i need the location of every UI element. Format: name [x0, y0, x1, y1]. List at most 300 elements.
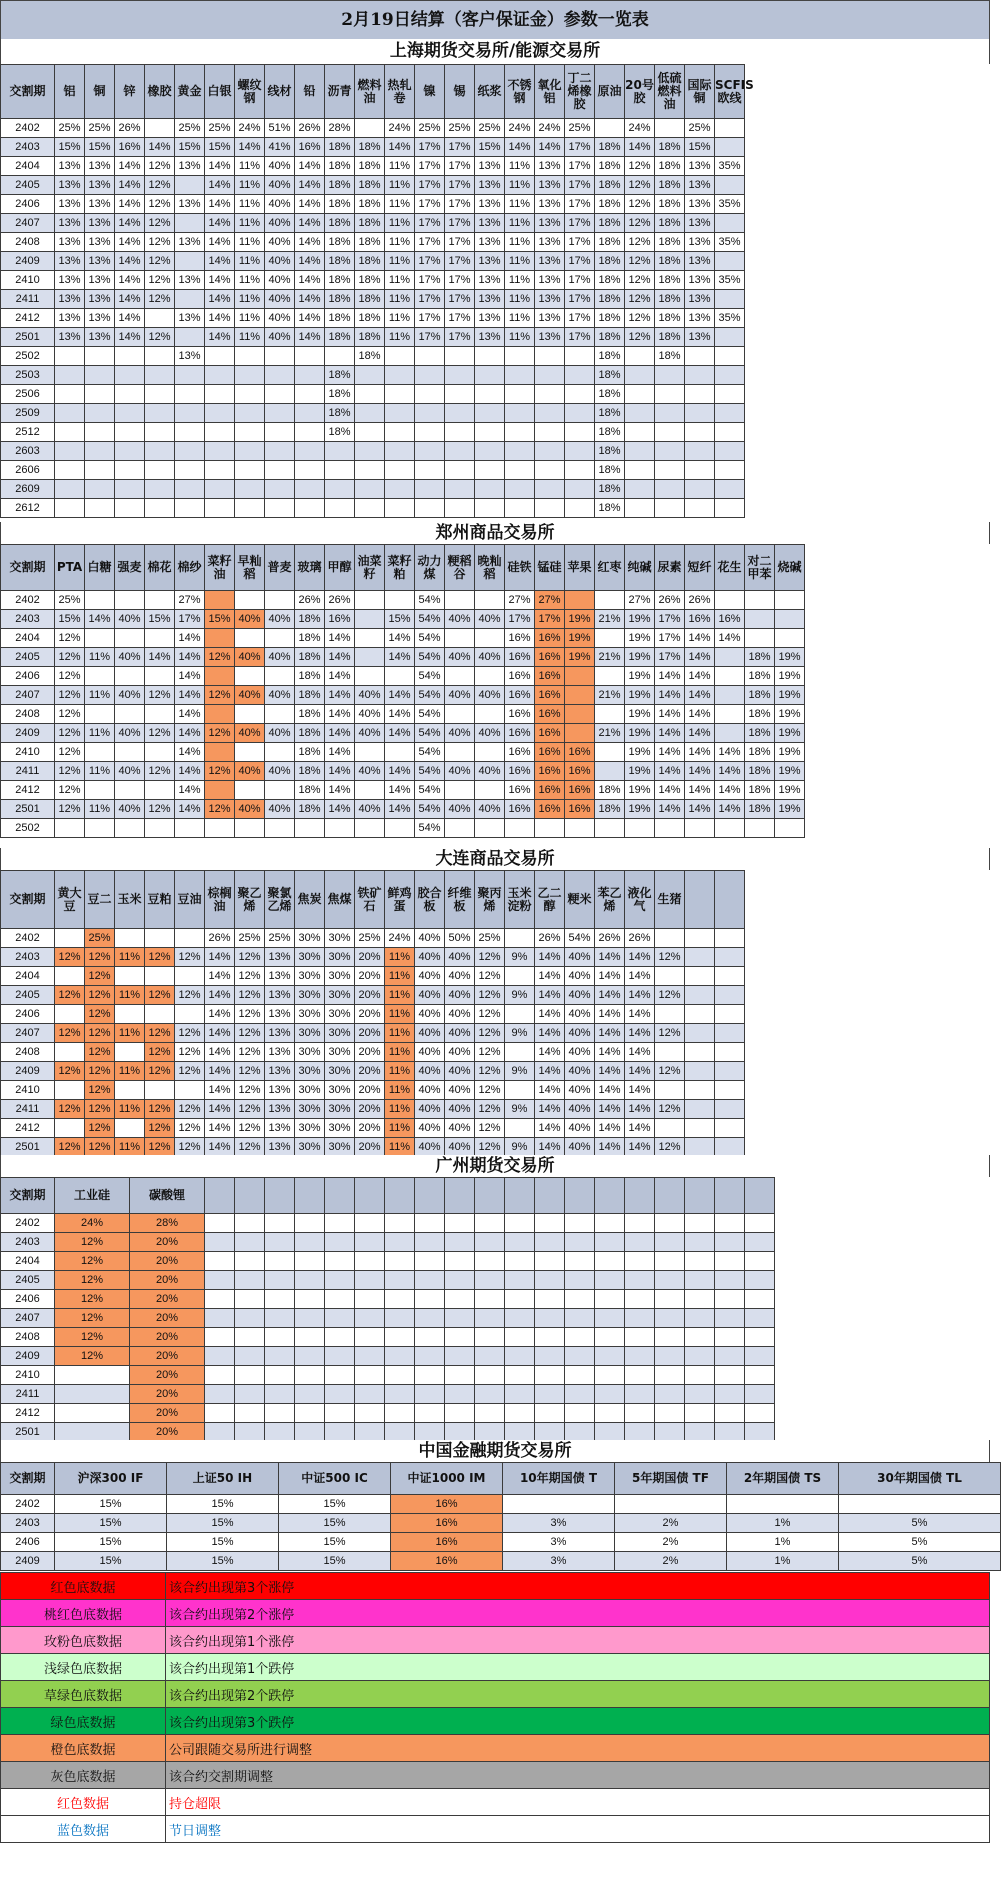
dce-rate-cell — [115, 1119, 145, 1138]
gfex-empty-cell — [595, 1214, 625, 1233]
czce-rate-cell: 40% — [265, 762, 295, 781]
dce-rate-cell — [715, 1024, 745, 1043]
dce-rate-cell: 50% — [445, 929, 475, 948]
gfex-empty-cell — [295, 1309, 325, 1328]
dce-rate-cell — [505, 1119, 535, 1138]
dce-section-title: 大连商品交易所 — [0, 848, 990, 870]
dce-rate-cell: 11% — [385, 1138, 415, 1157]
czce-rate-cell: 14% — [685, 686, 715, 705]
shfe-rate-cell: 17% — [415, 195, 445, 214]
czce-rate-cell: 18% — [745, 667, 775, 686]
shfe-rate-cell — [685, 366, 715, 385]
shfe-rate-cell: 13% — [85, 328, 115, 347]
shfe-rate-cell — [205, 461, 235, 480]
shfe-rate-cell: 14% — [115, 157, 145, 176]
shfe-rate-cell — [715, 480, 745, 499]
cffex-rate-cell: 2% — [615, 1552, 727, 1571]
shfe-rate-cell — [445, 385, 475, 404]
shfe-rate-cell: 17% — [415, 252, 445, 271]
cffex-header-2: 中证500 IC — [279, 1463, 391, 1495]
shfe-rate-cell — [115, 480, 145, 499]
shfe-rate-cell: 18% — [325, 138, 355, 157]
czce-rate-cell: 14% — [715, 762, 745, 781]
shfe-rate-cell: 11% — [385, 290, 415, 309]
cffex-section-title: 中国金融期货交易所 — [0, 1440, 990, 1462]
gfex-empty-cell — [505, 1423, 535, 1442]
gfex-empty-cell — [385, 1214, 415, 1233]
gfex-empty-cell — [445, 1271, 475, 1290]
dce-rate-cell: 12% — [475, 1119, 505, 1138]
dce-rate-cell: 12% — [85, 1005, 115, 1024]
shfe-rate-cell: 12% — [145, 233, 175, 252]
page-title: 2月19日结算（客户保证金）参数一览表 — [0, 0, 990, 40]
shfe-rate-cell — [625, 461, 655, 480]
dce-rate-cell: 11% — [385, 967, 415, 986]
gfex-empty-cell — [235, 1290, 265, 1309]
czce-rate-cell: 54% — [415, 610, 445, 629]
gfex-empty-cell — [385, 1404, 415, 1423]
dce-rate-cell: 11% — [115, 1062, 145, 1081]
dce-rate-cell: 40% — [565, 1062, 595, 1081]
shfe-rate-cell — [145, 347, 175, 366]
dce-rate-cell: 20% — [355, 1119, 385, 1138]
shfe-rate-cell — [295, 423, 325, 442]
dce-rate-cell — [55, 929, 85, 948]
czce-rate-cell — [235, 743, 265, 762]
shfe-rate-cell — [145, 480, 175, 499]
cffex-rate-cell: 15% — [279, 1495, 391, 1514]
dce-header-18: 苯乙烯 — [595, 871, 625, 929]
shfe-table-row — [1, 499, 745, 518]
czce-rate-cell — [205, 667, 235, 686]
czce-rate-cell: 14% — [85, 610, 115, 629]
czce-rate-cell — [775, 610, 805, 629]
shfe-rate-cell: 35% — [715, 195, 745, 214]
gfex-period-cell: 2406 — [1, 1290, 55, 1309]
shfe-rate-cell: 13% — [55, 157, 85, 176]
gfex-empty-cell — [295, 1347, 325, 1366]
czce-rate-cell: 16% — [505, 724, 535, 743]
czce-rate-cell: 19% — [625, 724, 655, 743]
dce-rate-cell: 14% — [205, 967, 235, 986]
gfex-empty-cell — [715, 1271, 745, 1290]
shfe-header-14: 纸浆 — [475, 65, 505, 119]
shfe-rate-cell: 13% — [535, 290, 565, 309]
czce-rate-cell — [445, 705, 475, 724]
dce-header-9: 焦煤 — [325, 871, 355, 929]
gfex-header-empty — [415, 1178, 445, 1214]
czce-period-cell: 2403 — [1, 610, 55, 629]
czce-rate-cell: 19% — [775, 724, 805, 743]
gfex-empty-cell — [355, 1271, 385, 1290]
shfe-rate-cell: 14% — [115, 328, 145, 347]
czce-rate-cell — [355, 591, 385, 610]
shfe-rate-cell: 13% — [475, 157, 505, 176]
shfe-rate-cell — [85, 442, 115, 461]
legend-description: 该合约出现第1个跌停 — [166, 1654, 990, 1681]
dce-table-row — [1, 1100, 745, 1119]
dce-rate-cell: 40% — [565, 1024, 595, 1043]
czce-rate-cell: 40% — [445, 762, 475, 781]
czce-rate-cell: 40% — [265, 610, 295, 629]
dce-period-cell: 2406 — [1, 1005, 55, 1024]
dce-rate-cell: 13% — [265, 1043, 295, 1062]
gfex-empty-cell — [445, 1214, 475, 1233]
shfe-rate-cell — [205, 366, 235, 385]
dce-rate-cell: 14% — [625, 1024, 655, 1043]
shfe-rate-cell: 25% — [685, 119, 715, 138]
czce-rate-cell: 14% — [325, 686, 355, 705]
czce-rate-cell: 54% — [415, 705, 445, 724]
legend-table — [0, 1572, 990, 1843]
gfex-header-empty — [535, 1178, 565, 1214]
legend-description: 该合约出现第2个涨停 — [166, 1600, 990, 1627]
shfe-rate-cell: 12% — [625, 252, 655, 271]
czce-rate-cell: 16% — [715, 610, 745, 629]
shfe-rate-cell: 13% — [685, 233, 715, 252]
czce-rate-cell: 40% — [475, 648, 505, 667]
gfex-empty-cell — [475, 1214, 505, 1233]
shfe-rate-cell: 17% — [415, 176, 445, 195]
shfe-rate-cell: 14% — [115, 290, 145, 309]
shfe-rate-cell — [475, 347, 505, 366]
czce-rate-cell — [115, 743, 145, 762]
shfe-rate-cell: 15% — [55, 138, 85, 157]
shfe-rate-cell: 17% — [415, 290, 445, 309]
gfex-empty-cell — [655, 1366, 685, 1385]
dce-header-5: 棕榈油 — [205, 871, 235, 929]
czce-period-cell: 2411 — [1, 762, 55, 781]
dce-header-13: 纤维板 — [445, 871, 475, 929]
czce-header-period: 交割期 — [1, 545, 55, 591]
shfe-rate-cell — [625, 423, 655, 442]
gfex-empty-cell — [355, 1214, 385, 1233]
gfex-section-title: 广州期货交易所 — [0, 1155, 990, 1177]
dce-rate-cell: 12% — [85, 1081, 115, 1100]
dce-rate-cell: 12% — [475, 1138, 505, 1157]
dce-rate-cell — [145, 929, 175, 948]
dce-rate-cell: 9% — [505, 948, 535, 967]
shfe-rate-cell — [715, 119, 745, 138]
czce-header-18: 红枣 — [595, 545, 625, 591]
shfe-rate-cell — [475, 442, 505, 461]
gfex-empty-cell — [685, 1214, 715, 1233]
czce-rate-cell — [385, 743, 415, 762]
gfex-empty-cell — [505, 1347, 535, 1366]
shfe-period-cell: 2503 — [1, 366, 55, 385]
shfe-table-row — [1, 404, 745, 423]
dce-rate-cell: 11% — [385, 1100, 415, 1119]
shfe-rate-cell — [175, 385, 205, 404]
shfe-rate-cell: 18% — [655, 157, 685, 176]
legend-label: 灰色底数据 — [1, 1762, 166, 1789]
czce-rate-cell: 19% — [775, 781, 805, 800]
czce-rate-cell: 14% — [175, 724, 205, 743]
shfe-rate-cell — [685, 404, 715, 423]
dce-rate-cell: 40% — [445, 967, 475, 986]
legend-description: 该合约出现第1个涨停 — [166, 1627, 990, 1654]
gfex-header-empty — [325, 1178, 355, 1214]
czce-rate-cell: 17% — [655, 629, 685, 648]
gfex-empty-cell — [415, 1214, 445, 1233]
czce-rate-cell: 12% — [205, 800, 235, 819]
czce-rate-cell: 11% — [85, 762, 115, 781]
cffex-rate-cell: 15% — [167, 1514, 279, 1533]
czce-table-row — [1, 610, 805, 629]
czce-rate-cell: 14% — [175, 781, 205, 800]
dce-rate-cell — [175, 1081, 205, 1100]
shfe-rate-cell: 18% — [655, 176, 685, 195]
gfex-empty-cell — [685, 1328, 715, 1347]
dce-rate-cell — [715, 1062, 745, 1081]
shfe-rate-cell: 11% — [385, 328, 415, 347]
dce-rate-cell: 14% — [535, 948, 565, 967]
gfex-empty-cell — [655, 1328, 685, 1347]
gfex-period-cell: 2404 — [1, 1252, 55, 1271]
czce-rate-cell: 19% — [625, 629, 655, 648]
cffex-period-cell: 2403 — [1, 1514, 55, 1533]
gfex-empty-cell — [415, 1233, 445, 1252]
dce-rate-cell: 20% — [355, 1138, 385, 1157]
dce-rate-cell: 13% — [265, 948, 295, 967]
czce-rate-cell — [565, 724, 595, 743]
dce-rate-cell — [505, 1005, 535, 1024]
legend-row — [1, 1573, 990, 1600]
shfe-rate-cell — [355, 461, 385, 480]
shfe-rate-cell — [445, 366, 475, 385]
shfe-rate-cell: 18% — [595, 195, 625, 214]
gfex-empty-cell — [535, 1290, 565, 1309]
shfe-period-cell: 2407 — [1, 214, 55, 233]
shfe-rate-cell: 25% — [85, 119, 115, 138]
dce-header-22 — [715, 871, 745, 929]
shfe-rate-cell — [535, 461, 565, 480]
shfe-header-11: 热轧卷 — [385, 65, 415, 119]
dce-header-7: 聚氯乙烯 — [265, 871, 295, 929]
shfe-rate-cell: 13% — [55, 195, 85, 214]
gfex-empty-cell — [205, 1347, 235, 1366]
dce-rate-cell: 30% — [295, 1100, 325, 1119]
czce-rate-cell: 40% — [475, 800, 505, 819]
czce-table-row — [1, 819, 805, 838]
dce-rate-cell — [685, 986, 715, 1005]
dce-rate-cell: 26% — [205, 929, 235, 948]
gfex-empty-cell — [325, 1233, 355, 1252]
czce-rate-cell — [85, 819, 115, 838]
gfex-empty-cell — [205, 1271, 235, 1290]
dce-rate-cell: 13% — [265, 1005, 295, 1024]
shfe-rate-cell: 14% — [205, 176, 235, 195]
shfe-rate-cell — [145, 404, 175, 423]
czce-rate-cell: 21% — [595, 724, 625, 743]
czce-header-1: 白糖 — [85, 545, 115, 591]
dce-header-0: 黄大豆 — [55, 871, 85, 929]
shfe-rate-cell — [445, 442, 475, 461]
gfex-empty-cell — [505, 1366, 535, 1385]
gfex-period-cell: 2501 — [1, 1423, 55, 1442]
shfe-rate-cell — [235, 499, 265, 518]
shfe-rate-cell: 18% — [595, 290, 625, 309]
shfe-rate-cell: 17% — [565, 252, 595, 271]
czce-rate-cell: 27% — [625, 591, 655, 610]
czce-rate-cell — [445, 743, 475, 762]
shfe-rate-cell: 11% — [235, 195, 265, 214]
czce-rate-cell: 14% — [175, 705, 205, 724]
shfe-rate-cell: 18% — [355, 214, 385, 233]
shfe-rate-cell: 13% — [55, 233, 85, 252]
shfe-rate-cell: 40% — [265, 271, 295, 290]
gfex-empty-cell — [745, 1404, 775, 1423]
dce-rate-cell: 14% — [535, 1043, 565, 1062]
shfe-rate-cell — [385, 480, 415, 499]
shfe-rate-cell — [475, 480, 505, 499]
czce-header-7: 普麦 — [265, 545, 295, 591]
shfe-rate-cell: 11% — [235, 233, 265, 252]
shfe-rate-cell — [235, 366, 265, 385]
czce-rate-cell: 14% — [325, 705, 355, 724]
cffex-table-row — [1, 1514, 1001, 1533]
shfe-rate-cell: 40% — [265, 252, 295, 271]
dce-rate-cell — [55, 1119, 85, 1138]
shfe-rate-cell — [565, 423, 595, 442]
cffex-header-6: 2年期国债 TS — [727, 1463, 839, 1495]
dce-rate-cell: 30% — [295, 1005, 325, 1024]
dce-rate-cell: 40% — [445, 1005, 475, 1024]
czce-rate-cell: 11% — [85, 648, 115, 667]
cffex-rate-cell — [503, 1495, 615, 1514]
gfex-empty-cell — [595, 1404, 625, 1423]
gfex-rate-cell: 12% — [55, 1328, 130, 1347]
shfe-rate-cell: 18% — [325, 290, 355, 309]
czce-rate-cell — [235, 819, 265, 838]
shfe-period-cell: 2410 — [1, 271, 55, 290]
czce-rate-cell: 14% — [175, 800, 205, 819]
dce-header-3: 豆粕 — [145, 871, 175, 929]
dce-header-19: 液化气 — [625, 871, 655, 929]
gfex-empty-cell — [265, 1385, 295, 1404]
gfex-empty-cell — [595, 1385, 625, 1404]
gfex-empty-cell — [535, 1347, 565, 1366]
dce-rate-cell — [715, 1119, 745, 1138]
gfex-empty-cell — [685, 1404, 715, 1423]
gfex-rate-cell — [55, 1423, 130, 1442]
shfe-rate-cell — [415, 423, 445, 442]
shfe-rate-cell: 17% — [445, 233, 475, 252]
czce-rate-cell — [715, 705, 745, 724]
dce-rate-cell — [55, 1005, 85, 1024]
dce-rate-cell: 14% — [535, 1081, 565, 1100]
czce-rate-cell: 40% — [235, 800, 265, 819]
gfex-empty-cell — [535, 1385, 565, 1404]
czce-rate-cell: 17% — [175, 610, 205, 629]
shfe-rate-cell — [655, 423, 685, 442]
dce-rate-cell: 30% — [325, 1100, 355, 1119]
shfe-rate-cell: 13% — [55, 328, 85, 347]
czce-rate-cell: 14% — [385, 781, 415, 800]
dce-rate-cell: 12% — [475, 967, 505, 986]
gfex-empty-cell — [295, 1271, 325, 1290]
czce-rate-cell: 14% — [325, 800, 355, 819]
shfe-table-row — [1, 214, 745, 233]
shfe-rate-cell — [55, 461, 85, 480]
gfex-rate-cell: 20% — [130, 1233, 205, 1252]
dce-rate-cell: 11% — [385, 1043, 415, 1062]
shfe-rate-cell — [325, 442, 355, 461]
dce-header-8: 焦炭 — [295, 871, 325, 929]
dce-rate-cell: 40% — [415, 929, 445, 948]
shfe-rate-cell: 13% — [55, 271, 85, 290]
gfex-empty-cell — [595, 1366, 625, 1385]
dce-rate-cell: 30% — [325, 1119, 355, 1138]
dce-rate-cell: 20% — [355, 1024, 385, 1043]
shfe-rate-cell: 11% — [505, 157, 535, 176]
shfe-rate-cell: 18% — [325, 404, 355, 423]
legend-row — [1, 1708, 990, 1735]
dce-period-cell: 2407 — [1, 1024, 55, 1043]
gfex-header-empty — [715, 1178, 745, 1214]
dce-rate-cell — [715, 1138, 745, 1157]
dce-rate-cell — [115, 1005, 145, 1024]
shfe-rate-cell: 17% — [445, 157, 475, 176]
gfex-empty-cell — [205, 1385, 235, 1404]
gfex-empty-cell — [325, 1252, 355, 1271]
shfe-rate-cell — [295, 461, 325, 480]
shfe-rate-cell: 12% — [145, 214, 175, 233]
cffex-rate-cell — [727, 1495, 839, 1514]
gfex-empty-cell — [715, 1385, 745, 1404]
gfex-header-empty — [235, 1178, 265, 1214]
dce-rate-cell — [685, 1119, 715, 1138]
gfex-period-cell: 2403 — [1, 1233, 55, 1252]
czce-rate-cell: 18% — [295, 800, 325, 819]
gfex-empty-cell — [235, 1271, 265, 1290]
czce-rate-cell — [385, 591, 415, 610]
shfe-rate-cell: 18% — [595, 271, 625, 290]
czce-rate-cell: 27% — [535, 591, 565, 610]
gfex-period-cell: 2412 — [1, 1404, 55, 1423]
czce-rate-cell: 12% — [205, 648, 235, 667]
gfex-empty-cell — [445, 1366, 475, 1385]
dce-rate-cell: 11% — [115, 948, 145, 967]
shfe-rate-cell: 18% — [355, 290, 385, 309]
legend-row — [1, 1735, 990, 1762]
czce-rate-cell — [595, 743, 625, 762]
czce-rate-cell: 16% — [565, 762, 595, 781]
gfex-empty-cell — [565, 1423, 595, 1442]
shfe-rate-cell: 13% — [685, 195, 715, 214]
czce-rate-cell — [715, 724, 745, 743]
shfe-rate-cell — [655, 499, 685, 518]
legend-row — [1, 1681, 990, 1708]
cffex-rate-cell: 15% — [279, 1552, 391, 1571]
dce-rate-cell: 12% — [235, 1119, 265, 1138]
shfe-rate-cell — [385, 442, 415, 461]
czce-rate-cell — [565, 667, 595, 686]
gfex-table-row — [1, 1366, 775, 1385]
shfe-rate-cell: 17% — [445, 309, 475, 328]
shfe-rate-cell: 13% — [175, 195, 205, 214]
dce-rate-cell: 30% — [295, 1024, 325, 1043]
shfe-rate-cell — [415, 499, 445, 518]
shfe-header-19: 20号胶 — [625, 65, 655, 119]
gfex-rate-cell: 12% — [55, 1347, 130, 1366]
czce-rate-cell: 12% — [55, 781, 85, 800]
shfe-rate-cell: 13% — [175, 157, 205, 176]
shfe-period-cell: 2409 — [1, 252, 55, 271]
czce-rate-cell — [85, 629, 115, 648]
dce-rate-cell: 13% — [265, 967, 295, 986]
gfex-empty-cell — [715, 1309, 745, 1328]
